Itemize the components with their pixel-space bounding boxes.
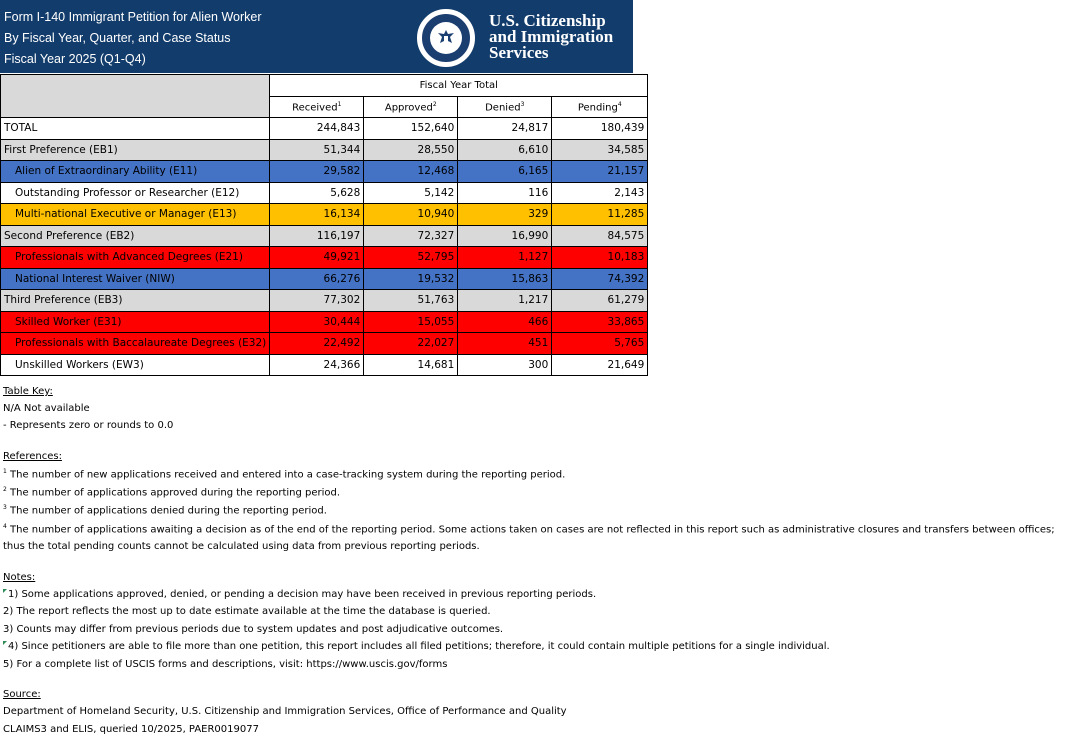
cell-pending: 21,649 xyxy=(552,354,648,376)
cell-pending: 5,765 xyxy=(552,333,648,355)
row-label: Alien of Extraordinary Ability (E11) xyxy=(1,161,270,183)
column-header-pending: Pending$^4$ xyxy=(552,96,648,118)
uscis-brand-line-2: and Immigration xyxy=(489,27,614,46)
table-key-item: N/A Not available xyxy=(3,403,90,414)
reference-item: $^4$ The number of applications awaiting a decision as of the end of the reporting period. Some actions taken on cases are not reflected in this report such as administrative closures and transfers between offices; xyxy=(3,523,1055,536)
table-row xyxy=(1,118,648,140)
report-header xyxy=(0,0,633,73)
source-line: Department of Homeland Security, U.S. Citizenship and Immigration Services, Office of Performance and Quality xyxy=(3,706,567,717)
row-label: National Interest Waiver (NIW) xyxy=(1,268,270,290)
cell-approved: 22,027 xyxy=(364,333,458,355)
cell-denied: 15,863 xyxy=(458,268,552,290)
cell-denied: 300 xyxy=(458,354,552,376)
row-label: Multi-national Executive or Manager (E13) xyxy=(1,204,270,226)
cell-received: 22,492 xyxy=(270,333,364,355)
cell-denied: 6,165 xyxy=(458,161,552,183)
cell-denied: 6,610 xyxy=(458,139,552,161)
table-key-heading: Table Key: xyxy=(3,386,53,397)
cell-pending: 84,575 xyxy=(552,225,648,247)
column-header-denied: Denied$^3$ xyxy=(458,96,552,118)
table-key-item: - Represents zero or rounds to 0.0 xyxy=(3,420,174,431)
cell-approved: 10,940 xyxy=(364,204,458,226)
report-title: Form I-140 Immigrant Petition for Alien Worker xyxy=(4,10,262,24)
cell-received: 29,582 xyxy=(270,161,364,183)
cell-approved: 152,640 xyxy=(364,118,458,140)
comment-marker-icon xyxy=(3,589,7,593)
source-heading: Source: xyxy=(3,689,41,700)
petition-table xyxy=(0,74,648,376)
cell-pending: 74,392 xyxy=(552,268,648,290)
cell-received: 16,134 xyxy=(270,204,364,226)
reference-item: $^2$ The number of applications approved during the reporting period. xyxy=(3,486,341,499)
table-group-header-row xyxy=(1,75,648,97)
reference-item: $^1$ The number of new applications received and entered into a case-tracking system during the reporting period. xyxy=(3,468,566,481)
cell-received: 66,276 xyxy=(270,268,364,290)
row-label: First Preference (EB1) xyxy=(1,139,270,161)
note-item: 5) For a complete list of USCIS forms and descriptions, visit: https://www.uscis.gov/forms xyxy=(3,659,448,670)
cell-pending: 180,439 xyxy=(552,118,648,140)
cell-approved: 19,532 xyxy=(364,268,458,290)
row-label: TOTAL xyxy=(1,118,270,140)
cell-denied: 116 xyxy=(458,182,552,204)
cell-denied: 451 xyxy=(458,333,552,355)
row-label: Professionals with Advanced Degrees (E21) xyxy=(1,247,270,269)
row-label: Unskilled Workers (EW3) xyxy=(1,354,270,376)
comment-marker-icon xyxy=(3,641,7,645)
report-subtitle: By Fiscal Year, Quarter, and Case Status xyxy=(4,31,231,45)
fiscal-year-total-header: Fiscal Year Total xyxy=(270,75,648,97)
cell-denied: 16,990 xyxy=(458,225,552,247)
cell-approved: 72,327 xyxy=(364,225,458,247)
row-label: Third Preference (EB3) xyxy=(1,290,270,312)
reference-continuation: thus the total pending counts cannot be calculated using data from previous reporting periods. xyxy=(3,541,480,552)
row-label: Professionals with Baccalaureate Degrees (E32) xyxy=(1,333,270,355)
report-period: Fiscal Year 2025 (Q1-Q4) xyxy=(4,52,146,66)
table-row xyxy=(1,290,648,312)
cell-approved: 12,468 xyxy=(364,161,458,183)
uscis-brand-line-1: U.S. Citizenship xyxy=(489,11,606,30)
cell-received: 77,302 xyxy=(270,290,364,312)
source-line: CLAIMS3 and ELIS, queried 10/2025, PAER0019077 xyxy=(3,724,259,735)
cell-denied: 1,127 xyxy=(458,247,552,269)
cell-pending: 34,585 xyxy=(552,139,648,161)
cell-approved: 52,795 xyxy=(364,247,458,269)
cell-pending: 61,279 xyxy=(552,290,648,312)
column-header-received: Received$^1$ xyxy=(270,96,364,118)
cell-received: 5,628 xyxy=(270,182,364,204)
table-row xyxy=(1,354,648,376)
table-row xyxy=(1,139,648,161)
table-row xyxy=(1,333,648,355)
reference-item: $^3$ The number of applications denied during the reporting period. xyxy=(3,504,327,517)
table-corner xyxy=(1,75,270,118)
note-item: 4) Since petitioners are able to file more than one petition, this report includes all filed petitions; therefore, it could contain multiple petitions for a single individual. xyxy=(3,641,830,652)
note-item: 1) Some applications approved, denied, or pending a decision may have been received in previous reporting periods. xyxy=(3,589,596,600)
table-row xyxy=(1,311,648,333)
cell-received: 116,197 xyxy=(270,225,364,247)
cell-approved: 14,681 xyxy=(364,354,458,376)
cell-pending: 11,285 xyxy=(552,204,648,226)
table-row xyxy=(1,247,648,269)
cell-pending: 10,183 xyxy=(552,247,648,269)
note-item: 3) Counts may differ from previous periods due to system updates and post adjudicative outcomes. xyxy=(3,624,504,635)
notes-heading: Notes: xyxy=(3,572,36,583)
cell-received: 244,843 xyxy=(270,118,364,140)
cell-received: 51,344 xyxy=(270,139,364,161)
table-row xyxy=(1,225,648,247)
cell-denied: 1,217 xyxy=(458,290,552,312)
row-label: Outstanding Professor or Researcher (E12) xyxy=(1,182,270,204)
cell-received: 24,366 xyxy=(270,354,364,376)
dhs-seal-icon xyxy=(417,9,475,67)
cell-denied: 466 xyxy=(458,311,552,333)
cell-pending: 21,157 xyxy=(552,161,648,183)
cell-pending: 2,143 xyxy=(552,182,648,204)
table-row xyxy=(1,268,648,290)
uscis-brand-line-3: Services xyxy=(489,43,549,62)
cell-approved: 51,763 xyxy=(364,290,458,312)
column-header-approved: Approved$^2$ xyxy=(364,96,458,118)
cell-denied: 24,817 xyxy=(458,118,552,140)
note-item: 2) The report reflects the most up to date estimate available at the time the database is queried. xyxy=(3,606,491,617)
row-label: Second Preference (EB2) xyxy=(1,225,270,247)
cell-approved: 5,142 xyxy=(364,182,458,204)
cell-pending: 33,865 xyxy=(552,311,648,333)
table-row xyxy=(1,161,648,183)
cell-approved: 15,055 xyxy=(364,311,458,333)
cell-received: 30,444 xyxy=(270,311,364,333)
cell-approved: 28,550 xyxy=(364,139,458,161)
table-row xyxy=(1,204,648,226)
cell-denied: 329 xyxy=(458,204,552,226)
references-heading: References: xyxy=(3,451,62,462)
row-label: Skilled Worker (E31) xyxy=(1,311,270,333)
cell-received: 49,921 xyxy=(270,247,364,269)
table-row xyxy=(1,182,648,204)
